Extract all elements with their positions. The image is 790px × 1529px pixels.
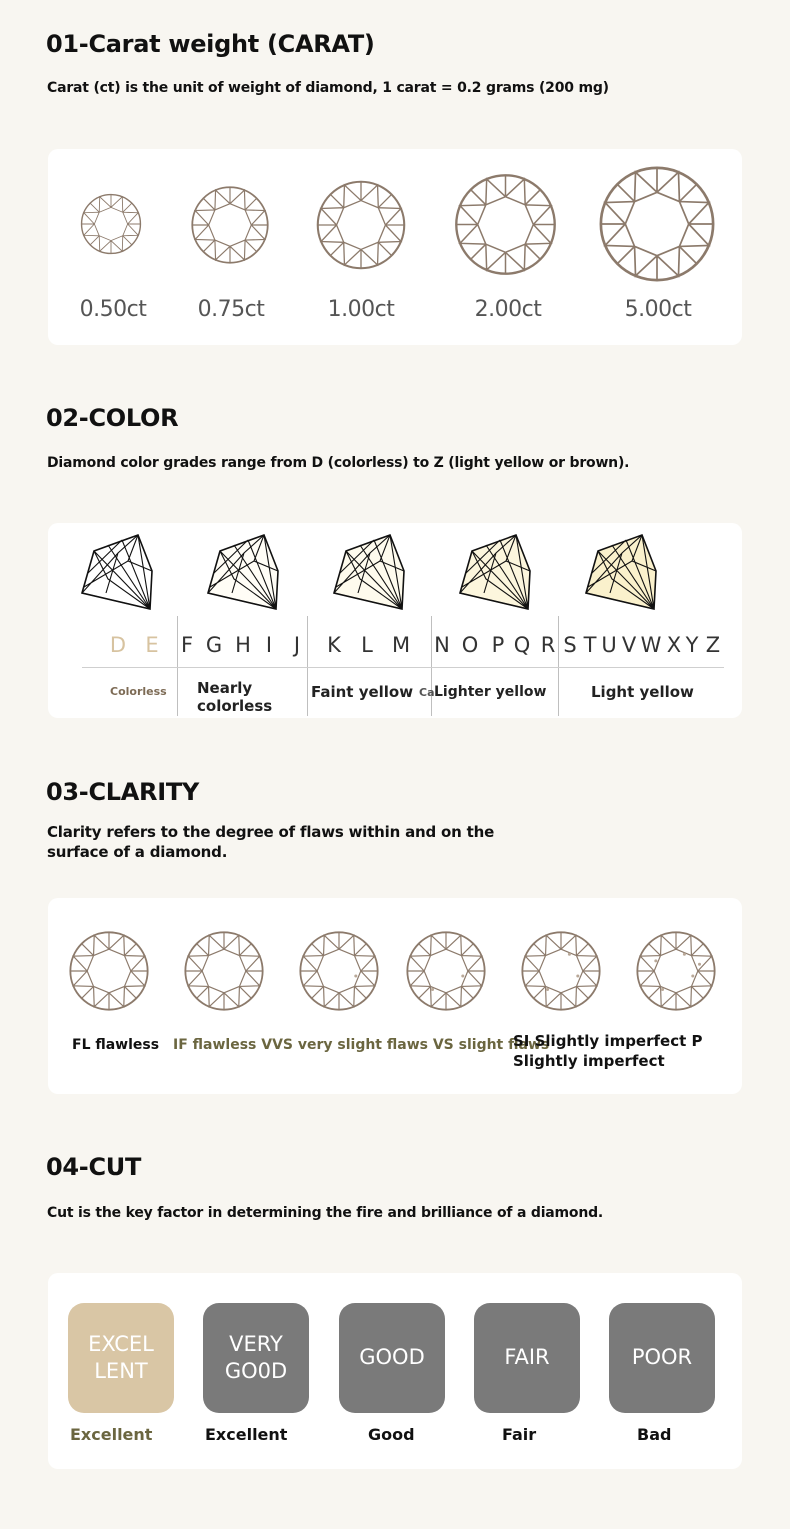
color-letter-m: M	[391, 633, 411, 657]
cut-grade-excellent-box	[68, 1303, 174, 1413]
gem-inclusion	[683, 953, 686, 956]
gem-facets	[300, 932, 377, 1009]
clarity-label-if-vvs-vs: IF flawless VVS very slight flaws VS slight flaws	[173, 1037, 550, 1053]
color-divider	[431, 616, 432, 716]
color-letter-k: K	[327, 633, 341, 657]
diamond-0-50ct-icon	[79, 192, 143, 256]
diamond-if-icon	[182, 929, 266, 1013]
diamond-fl-icon	[67, 929, 151, 1013]
color-letter-y: Y	[685, 633, 699, 657]
gem-inclusion	[354, 975, 357, 978]
color-letter-p: P	[491, 633, 505, 657]
cut-grade-box-text: GOOD	[359, 1345, 425, 1370]
gem-facets	[522, 932, 599, 1009]
cut-grade-very-good-box	[203, 1303, 309, 1413]
gem-inclusion	[691, 975, 694, 978]
gem-facets	[82, 195, 141, 254]
color-divider	[307, 616, 308, 716]
carat-label-5-00: 5.00ct	[624, 297, 692, 322]
cut-label-excellent: Excellent	[70, 1425, 153, 1444]
gem-body	[460, 535, 530, 609]
color-divider	[558, 616, 559, 716]
color-group-overlap-fragment: Ca	[419, 686, 435, 699]
gem-inclusion	[431, 988, 434, 991]
diamond-side-faint-yellow-icon	[330, 531, 410, 611]
carat-description: Carat (ct) is the unit of weight of diamond, 1 carat = 0.2 grams (200 mg)	[47, 80, 609, 96]
carat-title: 01-Carat weight (CARAT)	[46, 30, 375, 58]
color-letter-j: J	[293, 633, 301, 657]
clarity-label-fl: FL flawless	[72, 1037, 160, 1053]
color-letter-o: O	[461, 633, 479, 657]
gem-body	[82, 535, 152, 609]
diamond-si-icon	[519, 929, 603, 1013]
color-group-nearly-colorless: Nearly colorless	[197, 679, 273, 715]
color-letter-z: Z	[705, 633, 721, 657]
color-group-faint-yellow: Faint yellow	[311, 683, 414, 701]
gem-body	[334, 535, 404, 609]
gem-body	[208, 535, 278, 609]
gem-facets	[456, 175, 554, 273]
color-letter-h: H	[235, 633, 251, 657]
color-letter-u: U	[601, 633, 617, 657]
cut-label-poor: Bad	[637, 1425, 672, 1444]
gem-body	[586, 535, 656, 609]
color-letter-x: X	[666, 633, 682, 657]
color-letter-l: L	[361, 633, 373, 657]
gem-inclusion	[546, 988, 549, 991]
carat-label-0-50: 0.50ct	[79, 297, 147, 322]
cut-label-good: Good	[368, 1425, 415, 1444]
gem-facets	[601, 168, 713, 280]
cut-label-very-good: Excellent	[205, 1425, 288, 1444]
color-letter-v: V	[621, 633, 637, 657]
gem-inclusion	[661, 988, 664, 991]
diamond-5-00ct-icon	[596, 163, 718, 285]
cut-label-fair: Fair	[502, 1425, 537, 1444]
color-divider	[177, 616, 178, 716]
gem-facets	[637, 932, 714, 1009]
cut-grade-box-text: VERY GO0D	[224, 1331, 288, 1383]
diamond-2-00ct-icon	[452, 171, 559, 278]
color-letter-f: F	[180, 633, 194, 657]
cut-grade-box-text: EXCEL LENT	[88, 1331, 154, 1383]
diamond-side-light-yellow-icon	[582, 531, 662, 611]
gem-inclusion	[461, 975, 464, 978]
clarity-card	[48, 898, 742, 1094]
color-letter-s: S	[563, 633, 577, 657]
gem-facets	[70, 932, 147, 1009]
color-letter-r: R	[540, 633, 556, 657]
color-letter-g: G	[205, 633, 223, 657]
gem-inclusion	[576, 975, 579, 978]
color-letter-q: Q	[513, 633, 531, 657]
gem-inclusion	[654, 959, 657, 962]
color-card	[48, 523, 742, 718]
diamond-side-lighter-yellow-icon	[456, 531, 536, 611]
cut-grade-box-text: FAIR	[504, 1345, 550, 1370]
color-scale-baseline	[82, 667, 724, 668]
gem-facets	[407, 932, 484, 1009]
clarity-label-si-p: SI Slightly imperfect P Slightly imperfect	[513, 1032, 703, 1070]
diamond-p-icon	[634, 929, 718, 1013]
carat-label-2-00: 2.00ct	[474, 297, 542, 322]
cut-description: Cut is the key factor in determining the fire and brilliance of a diamond.	[47, 1205, 604, 1221]
diamond-side-nearly-colorless-icon	[204, 531, 284, 611]
cut-grade-fair-box	[474, 1303, 580, 1413]
color-letter-d: D	[109, 633, 127, 657]
clarity-description: Clarity refers to the degree of flaws within and on the surface of a diamond.	[47, 823, 495, 861]
cut-card	[48, 1273, 742, 1469]
cut-title: 04-CUT	[46, 1153, 142, 1181]
carat-label-0-75: 0.75ct	[197, 297, 265, 322]
color-group-light-yellow: Light yellow	[591, 683, 694, 701]
diamond-1-00ct-icon	[314, 178, 408, 272]
gem-facets	[318, 182, 404, 268]
diamond-0-75ct-icon	[189, 184, 271, 266]
cut-grade-good-box	[339, 1303, 445, 1413]
gem-inclusion	[568, 953, 571, 956]
color-letter-w: W	[640, 633, 662, 657]
gem-facets	[192, 187, 267, 262]
color-letter-t: T	[583, 633, 597, 657]
color-group-colorless: Colorless	[110, 685, 167, 698]
color-group-lighter-yellow: Lighter yellow	[434, 684, 547, 700]
clarity-title: 03-CLARITY	[46, 778, 200, 806]
carat-label-1-00: 1.00ct	[327, 297, 395, 322]
carat-card	[48, 149, 742, 345]
diamond-side-colorless-icon	[78, 531, 158, 611]
gem-facets	[185, 932, 262, 1009]
diamond-vvs-icon	[297, 929, 381, 1013]
color-letter-e: E	[145, 633, 159, 657]
color-description: Diamond color grades range from D (colorless) to Z (light yellow or brown).	[47, 455, 630, 471]
color-letter-n: N	[434, 633, 450, 657]
diamond-vs-icon	[404, 929, 488, 1013]
cut-grade-poor-box	[609, 1303, 715, 1413]
color-title: 02-COLOR	[46, 404, 179, 432]
color-letter-i: I	[265, 633, 273, 657]
cut-grade-box-text: POOR	[631, 1345, 693, 1370]
gem-inclusion	[698, 963, 701, 966]
